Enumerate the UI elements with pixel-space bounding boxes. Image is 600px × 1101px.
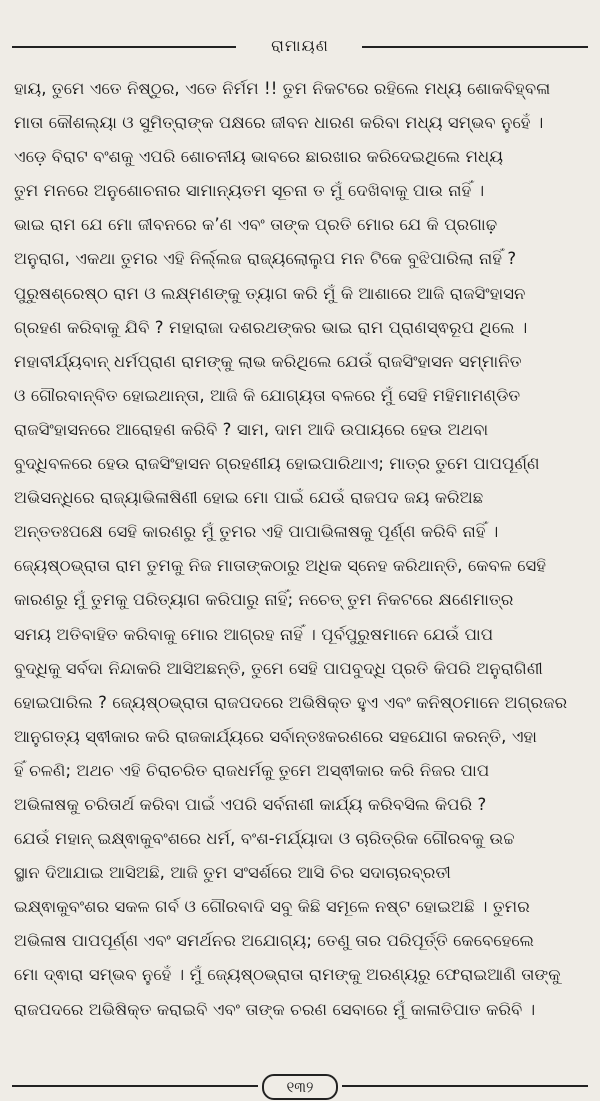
text-line: ମାତା କୌଶଲ୍ୟା ଓ ସୁମିତ୍ରାଙ୍କ ପକ୍ଷରେ ଜୀବନ ଧାରଣ କରିବା ମଧ୍ୟ ସମ୍ଭବ ନୁହେଁ ।: [14, 113, 544, 133]
text-line: ଅଭିଳାଷ ପାପପୂର୍ଣ୍ଣ ଏବଂ ସମର୍ଥନର ଅଯୋଗ୍ୟ; ତେଣୁ ତାର ପରିପୂର୍ତ୍ତି କେବେହେଲେ: [14, 931, 535, 951]
text-line: ମହାବୀର୍ଯ୍ୟବାନ୍ ଧର୍ମପ୍ରାଣ ରାମଙ୍କୁ ଲାଭ କରିଥିଲେ ଯେଉଁ ରାଜସିଂହାସନ ସମ୍ମାନିତ: [14, 351, 522, 371]
running-header: [12, 34, 588, 58]
text-line: କାରଣରୁ ମୁଁ ତୁମକୁ ପରିତ୍ୟାଗ କରିପାରୁ ନାହିଁ; ନଚେତ୍ ତୁମ ନିକଟରେ କ୍ଷଣେମାତ୍ର: [14, 590, 514, 610]
text-line: ବୁଦ୍ଧିବଳରେ ହେଉ ରାଜସିଂହାସନ ଗ୍ରହଣୀୟ ହୋଇପାରିଥାଏ; ମାତ୍ର ତୁମେ ପାପପୂର୍ଣ୍ଣ: [14, 454, 540, 474]
text-line: ଅନ୍ତତଃପକ୍ଷେ ସେହି କାରଣରୁ ମୁଁ ତୁମର ଏହି ପାପାଭିଳାଷକୁ ପୂର୍ଣ୍ଣ କରିବି ନାହିଁ ।: [14, 522, 499, 542]
text-line: ଭାଇ ରାମ ଯେ ମୋ ଜୀବନରେ କ’ଣ ଏବଂ ତାଙ୍କ ପ୍ରତି ମୋର ଯେ କି ପ୍ରଗାଢ଼: [14, 215, 498, 235]
text-line: ଜ୍ୟେଷ୍ଠଭ୍ରାତା ରାମ ତୁମକୁ ନିଜ ମାତାଙ୍କଠାରୁ ଅଧିକ ସ୍ନେହ କରିଥାନ୍ତି, କେବଳ ସେହି: [14, 556, 547, 576]
text-line: ଅନୁରାଗ, ଏକଥା ତୁମର ଏହି ନିର୍ଲ୍ଲଜ ରାଜ୍ୟଲୋଲୁପ ମନ ଟିକେ ବୁଝିପାରିଲା ନାହିଁ ?: [14, 249, 517, 269]
text-line: ଗ୍ରହଣ କରିବାକୁ ଯିବି ? ମହାରାଜା ଦଶରଥଙ୍କର ଭାଇ ରାମ ପ୍ରାଣସ୍ଵରୂପ ଥିଲେ ।: [14, 317, 528, 337]
body-text: [14, 72, 590, 1027]
footer-rule-left: [12, 1085, 258, 1087]
text-line: ତୁମ ମନରେ ଅନୁଶୋଚନାର ସାମାନ୍ୟତମ ସୂଚନା ତ ମୁଁ ଦେଖିବାକୁ ପାଉ ନାହିଁ ।: [14, 181, 485, 201]
text-line: ବୁଦ୍ଧିକୁ ସର୍ବଦା ନିନ୍ଦାକରି ଆସିଅଛନ୍ତି, ତୁମେ ସେହି ପାପବୁଦ୍ଧି ପ୍ରତି କିପରି ଅନୁରାଗିଣୀ: [14, 658, 543, 678]
text-line: ହୋଇପାରିଲ ? ଜ୍ୟେଷ୍ଠଭ୍ରାତା ରାଜପଦରେ ଅଭିଷିକ୍ତ ହୁଏ ଏବଂ କନିଷ୍ଠମାନେ ଅଗ୍ରଜର: [14, 692, 568, 712]
header-rule-right: [362, 46, 588, 48]
text-line: ଅଭିଳାଷକୁ ଚରିତାର୍ଥ କରିବା ପାଇଁ ଏପରି ସର୍ବନାଶୀ କାର୍ଯ୍ୟ କରିବସିଲ କିପରି ?: [14, 794, 487, 814]
text-line: ଆନୁଗତ୍ୟ ସ୍ଵୀକାର କରି ରାଜକାର୍ଯ୍ୟରେ ସର୍ବାନ୍ତଃକରଣରେ ସହଯୋଗ କରନ୍ତି, ଏହା: [14, 726, 538, 746]
text-line: ସମୟ ଅତିବାହିତ କରିବାକୁ ମୋର ଆଗ୍ରହ ନାହିଁ । ପୂର୍ବପୁରୁଷମାନେ ଯେଉଁ ପାପ: [14, 624, 494, 644]
page-number: ୧୩୨: [262, 1074, 338, 1100]
text-line: ଇକ୍ଷ୍ଵାକୁବଂଶର ସକଳ ଗର୍ବ ଓ ଗୌରବାଦି ସବୁ କିଛି ସମୂଳେ ନଷ୍ଟ ହୋଇଅଛି । ତୁମର: [14, 897, 530, 917]
text-line: ରାଜପଦରେ ଅଭିଷିକ୍ତ କରାଇବି ଏବଂ ତାଙ୍କ ଚରଣ ସେବାରେ ମୁଁ କାଳାତିପାତ କରିବି ।: [14, 999, 536, 1019]
text-line: ଯେଉଁ ମହାନ୍ ଇକ୍ଷ୍ଵାକୁବଂଶରେ ଧର୍ମ, ବଂଶ-ମର୍ଯ୍ୟାଦା ଓ ଚାରିତ୍ରିକ ଗୌରବକୁ ଉଚ୍ଚ: [14, 829, 515, 849]
text-line: ରାଜସିଂହାସନରେ ଆରୋହଣ କରିବି ? ସାମ, ଦାମ ଆଦି ଉପାୟରେ ହେଉ ଅଥବା: [14, 419, 489, 439]
footer-rule-right: [342, 1085, 588, 1087]
text-line: ହିଁ ଚଳଣି; ଅଥଚ ଏହି ଚିରାଚରିତ ରାଜଧର୍ମକୁ ତୁମେ ଅସ୍ଵୀକାର କରି ନିଜର ପାପ: [14, 760, 490, 780]
text-line: ହାୟ, ତୁମେ ଏତେ ନିଷ୍ଠୁର, ଏତେ ନିର୍ମମ !! ତୁମ ନିକଟରେ ରହିଲେ ମଧ୍ୟ ଶୋକବିହ୍ବଳା: [14, 79, 551, 98]
text-line: ମୋ ଦ୍ଵାରା ସମ୍ଭବ ନୁହେଁ । ମୁଁ ଜ୍ୟେଷ୍ଠଭ୍ରାତା ରାମଙ୍କୁ ଅରଣ୍ୟରୁ ଫେରାଇଆଣି ତାଙ୍କୁ: [14, 965, 561, 985]
running-title: ରାମାୟଣ: [271, 36, 329, 55]
text-line: ଅଭିସନ୍ଧିରେ ରାଜ୍ୟାଭିଳାଷିଣୀ ହୋଇ ମୋ ପାଇଁ ଯେଉଁ ରାଜପଦ ଜୟ କରିଅଛ: [14, 488, 484, 508]
text-line: ପୁରୁଷଶ୍ରେଷ୍ଠ ରାମ ଓ ଲକ୍ଷ୍ମଣଙ୍କୁ ତ୍ୟାଗ କରି ମୁଁ କି ଆଶାରେ ଆଜି ରାଜସିଂହାସନ: [14, 283, 526, 303]
text-line: ଓ ଗୌରବାନ୍ବିତ ହୋଇଥାନ୍ତା, ଆଜି କି ଯୋଗ୍ୟତା ବଳରେ ମୁଁ ସେହି ମହିମାମଣ୍ଡିତ: [14, 385, 521, 405]
text-line: ଏଡ଼େ ବିରାଟ ବଂଶକୁ ଏପରି ଶୋଚନୀୟ ଭାବରେ ଛାରଖାର କରିଦେଇଥିଲେ ମଧ୍ୟ: [14, 147, 504, 167]
page-footer: [12, 1074, 588, 1098]
text-line: ସ୍ଥାନ ଦିଆଯାଇ ଆସିଅଛି, ଆଜି ତୁମ ସଂସର୍ଶରେ ଆସି ଚିର ସଦାଚାରବ୍ରତୀ: [14, 863, 451, 883]
